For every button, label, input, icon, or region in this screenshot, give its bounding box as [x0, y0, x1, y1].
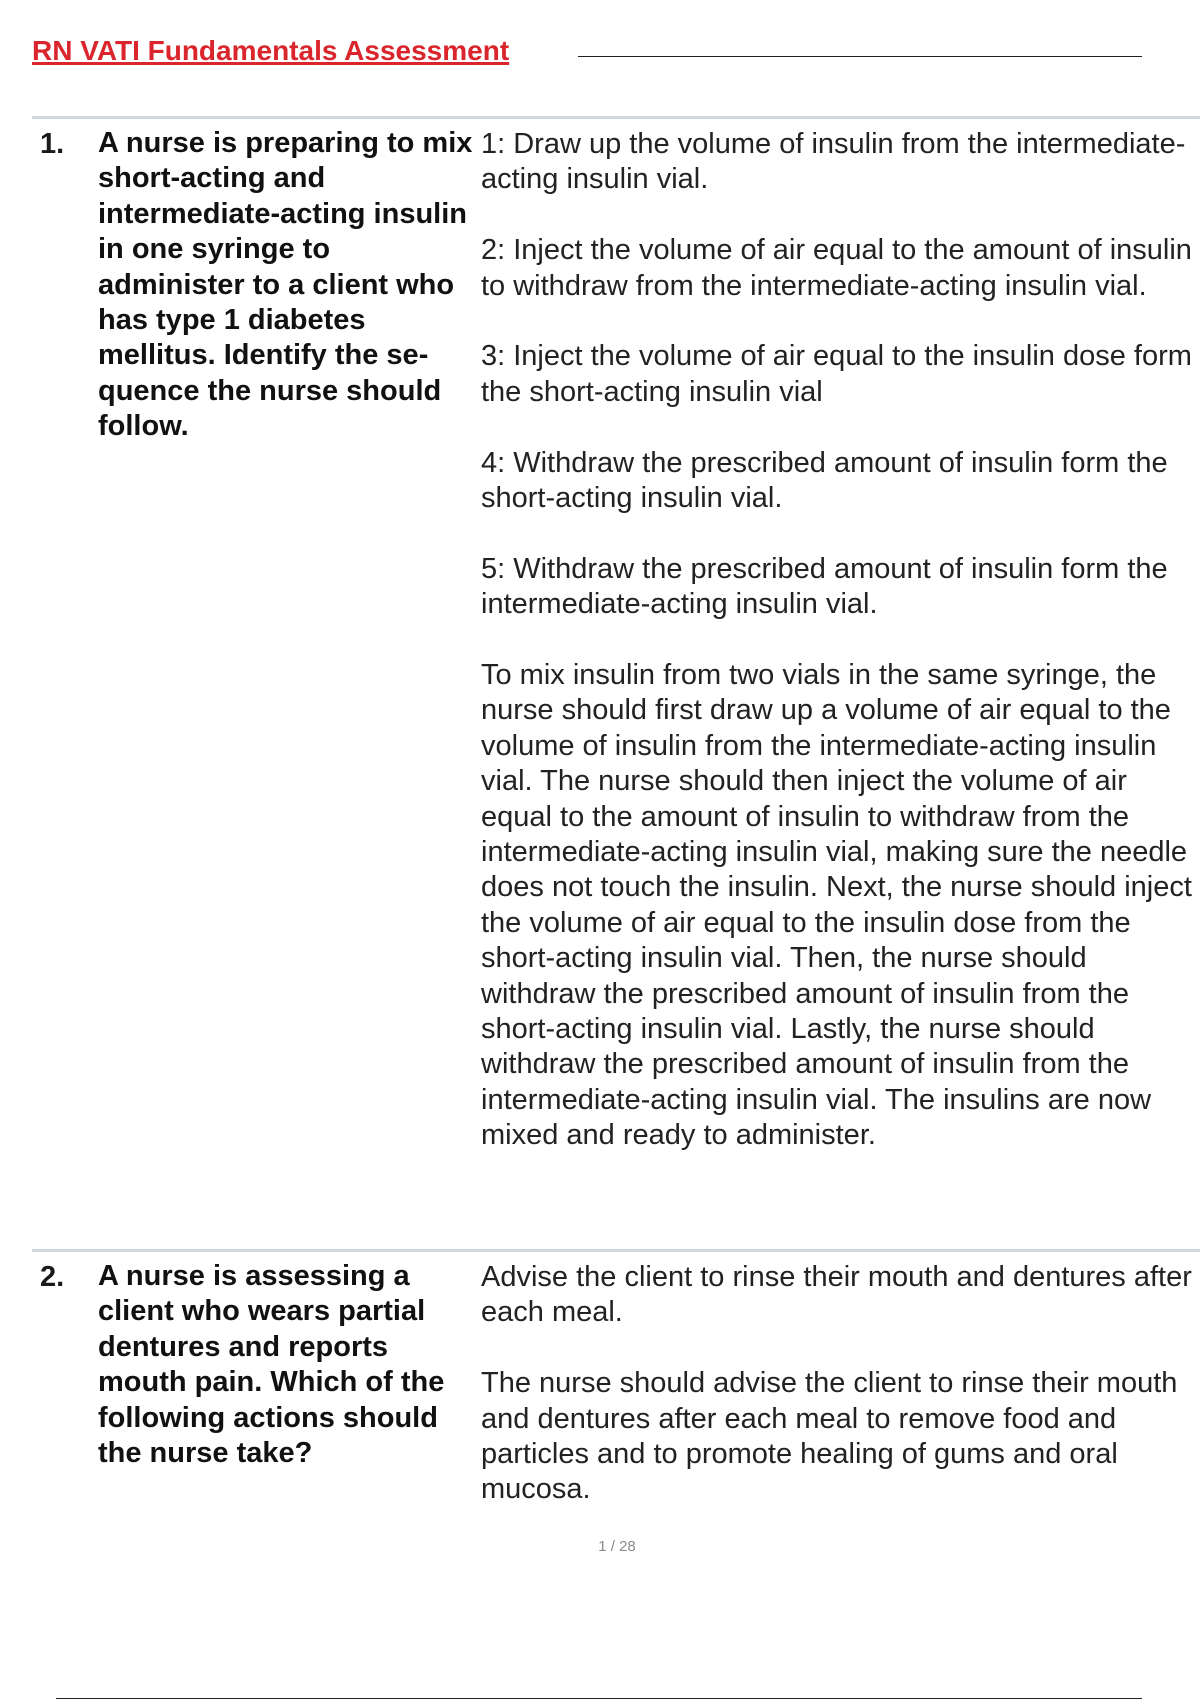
document-title: RN VATI Fundamentals Assessment	[32, 35, 510, 66]
answer-rationale: The nurse should advise the client to rinse their mouth and dentures after each meal to remove food and particles and to promote healing of gums and oral mucosa.	[481, 1367, 1178, 1506]
answer-step: 3: Inject the volume of air equal to the insulin dose form the short-acting insulin vial	[481, 340, 1192, 408]
answer-choice: Advise the client to rinse their mouth and dentures after each meal.	[481, 1261, 1192, 1329]
page-indicator: 1 / 28	[598, 1538, 636, 1555]
item-divider	[32, 1249, 1200, 1252]
question-text: A nurse is preparing to mix short-acting and intermediate-acting insulin in one syringe to administer to a client who has type 1 diabetes mellitus. Identify the sequence the nurse should follow.	[98, 127, 473, 443]
title-rule	[578, 56, 1142, 57]
item-number: 1.	[40, 128, 65, 160]
answer-block	[481, 1260, 1193, 1508]
answer-step: 2: Inject the volume of air equal to the amount of insulin to withdraw from the intermediate-acting insulin vial.	[481, 234, 1192, 302]
answer-rationale: To mix insulin from two vials in the same syringe, the nurse should first draw up a volume of air equal to the volume of insulin from the intermediate-acting insulin vial. The nurse should then inject the volume of air equal to the amount of insulin to withdraw from the intermediate-acting insulin vial, making sure the needle does not touch the insulin. Next, the nurse should inject the volume of air equal to the insulin dose from the short-acting insulin vial. Then, the nurse should withdraw the prescribed amount of insulin from the short-acting insulin vial. Lastly, the nurse should withdraw the prescribed amount of insulin from the intermediate-acting insulin vial. The insulins are now mixed and ready to administer.	[481, 659, 1192, 1152]
item-number: 2.	[40, 1261, 65, 1293]
question-text: A nurse is assessing a client who wears partial dentures and reports mouth pain. Which of the following actions should the nurse take?	[98, 1260, 445, 1470]
answer-step: 4: Withdraw the prescribed amount of insulin form the short-acting insulin vial.	[481, 446, 1168, 515]
answer-step: 5: Withdraw the prescribed amount of insulin form the intermediate-acting insulin vial.	[481, 552, 1168, 621]
item-divider	[32, 116, 1200, 119]
answer-step: 1: Draw up the volume of insulin from the intermediate-acting insulin vial.	[481, 128, 1186, 196]
answer-block	[481, 127, 1193, 1154]
footer-rule	[56, 1698, 1142, 1699]
